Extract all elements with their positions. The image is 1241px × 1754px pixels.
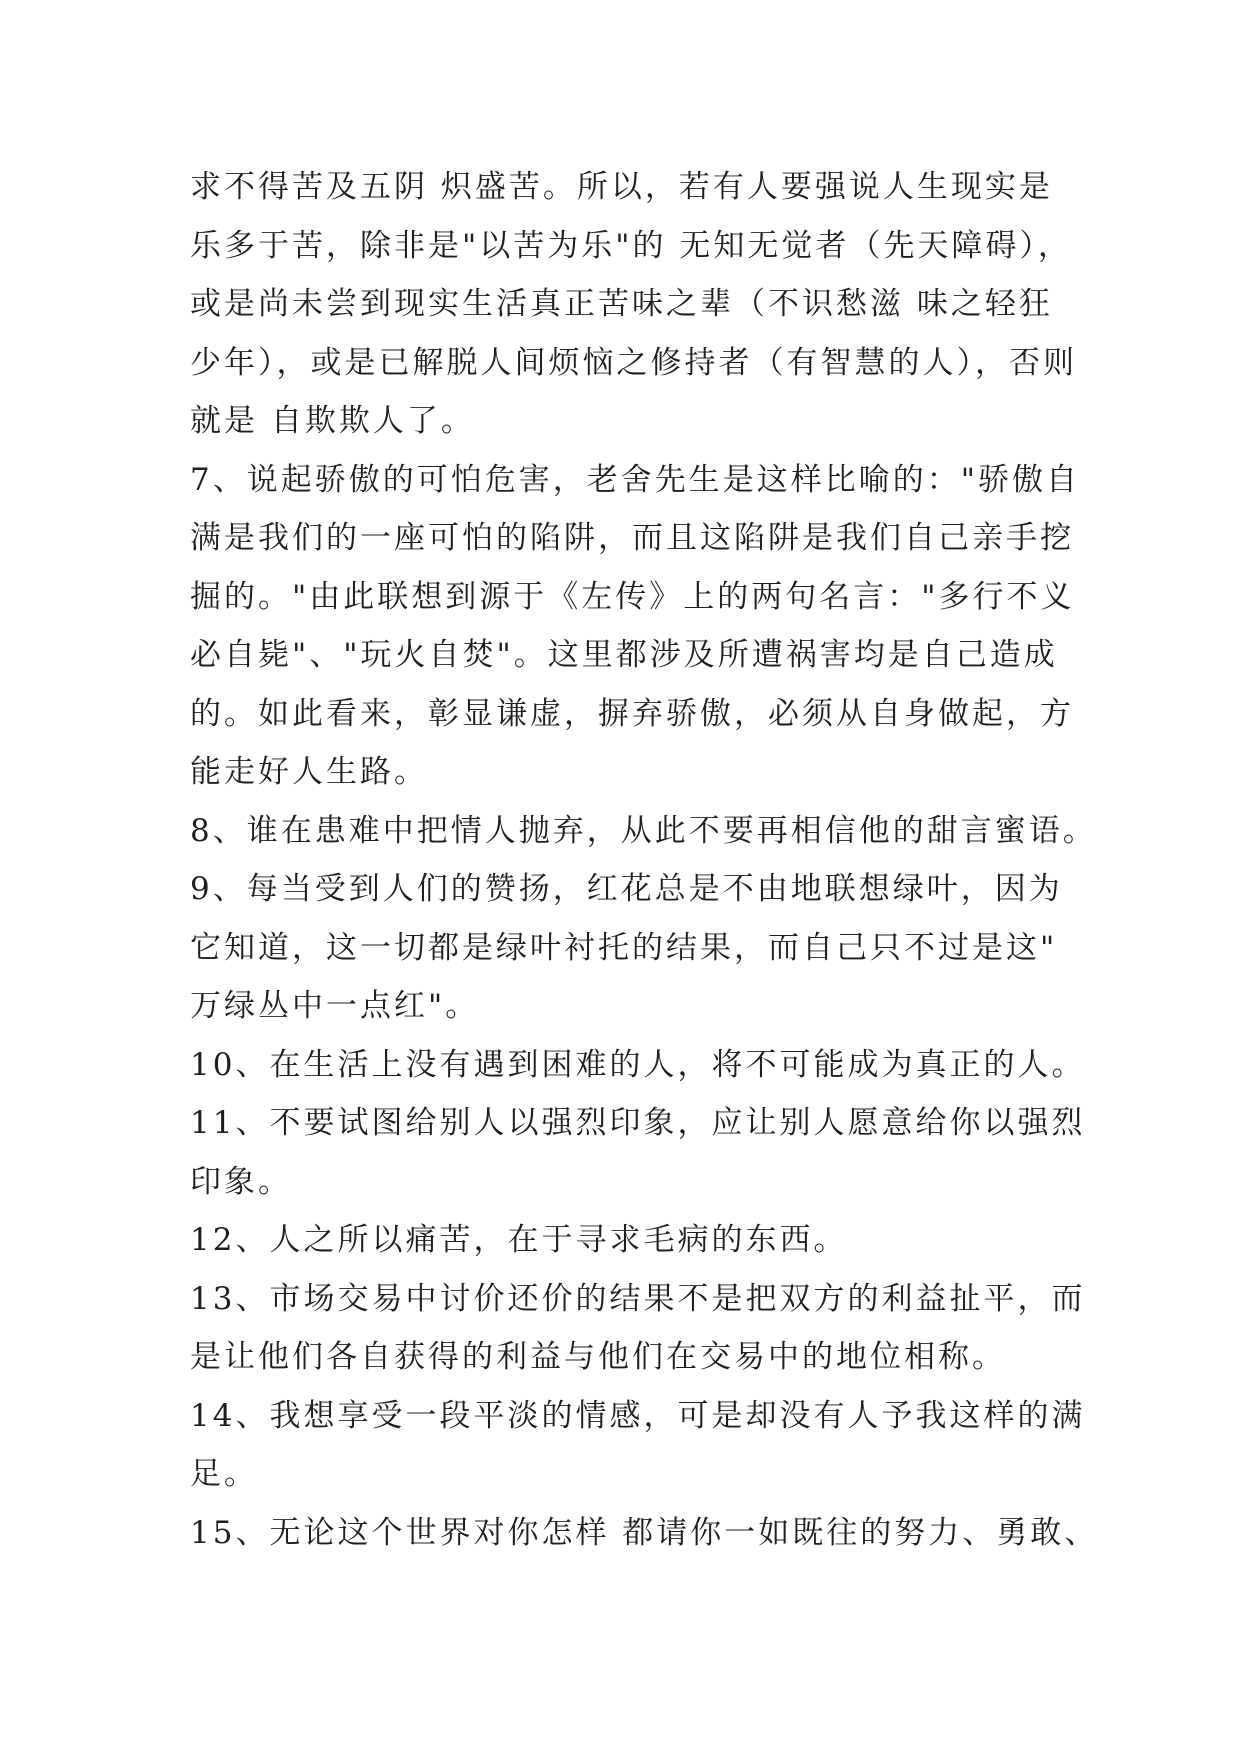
document-page [190,158,1099,1562]
text-line: 7、说起骄傲的可怕危害，老舍先生是这样比喻的："骄傲自 [190,461,1080,498]
text-line: 乐多于苦，除非是"以苦为乐"的 无知无觉者（先天障碍）， [190,227,1072,264]
text-line: 就是 自欺欺人了。 [190,403,475,439]
text-line: 或是尚未尝到现实生活真正苦味之辈（不识愁滋 味之轻狂 [190,286,1053,322]
text-line: 15、无论这个世界对你怎样 都请你一如既往的努力、勇敢、 [190,1514,1099,1551]
text-line: 12、人之所以痛苦，在于寻求毛病的东西。 [190,1222,848,1258]
text-line: 满是我们的一座可怕的陷阱，而且这陷阱是我们自己亲手挖 [190,520,1074,556]
text-line: 能走好人生路。 [190,754,428,790]
text-line: 万绿丛中一点红"。 [190,988,480,1024]
text-line: 印象。 [190,1163,292,1200]
text-line: 是让他们各自获得的利益与他们在交易中的地位相称。 [190,1339,1006,1375]
text-line: 13、市场交易中讨价还价的结果不是把双方的利益扯平，而 [190,1280,1086,1317]
text-line: 9、每当受到人们的赞扬，红花总是不由地联想绿叶，因为 [190,871,1063,907]
text-line: 必自毙"、"玩火自焚"。这里都涉及所遭祸害均是自己造成 [190,637,1058,673]
text-line: 的。如此看来，彰显谦虚，摒弃骄傲，必须从自身做起，方 [190,695,1074,732]
text-line: 求不得苦及五阴 炽盛苦。所以，若有人要强说人生现实是 [190,169,1053,205]
text-line: 少年），或是已解脱人间烦恼之修持者（有智慧的人），否则 [190,344,1077,381]
text-line: 掘的。"由此联想到源于《左传》上的两句名言："多行不义 [190,578,1075,615]
text-line: 10、在生活上没有遇到困难的人，将不可能成为真正的人。 [190,1046,1086,1083]
text-line: 8、谁在患难中把情人抛弃，从此不要再相信他的甜言蜜语。 [190,812,1097,849]
text-line: 足。 [190,1456,258,1492]
text-line: 它知道，这一切都是绿叶衬托的结果，而自己只不过是这" [190,929,1058,966]
text-line: 14、我想享受一段平淡的情感，可是却没有人予我这样的满 [190,1397,1086,1434]
text-line: 11、不要试图给别人以强烈印象，应让别人愿意给你以强烈 [190,1105,1086,1141]
